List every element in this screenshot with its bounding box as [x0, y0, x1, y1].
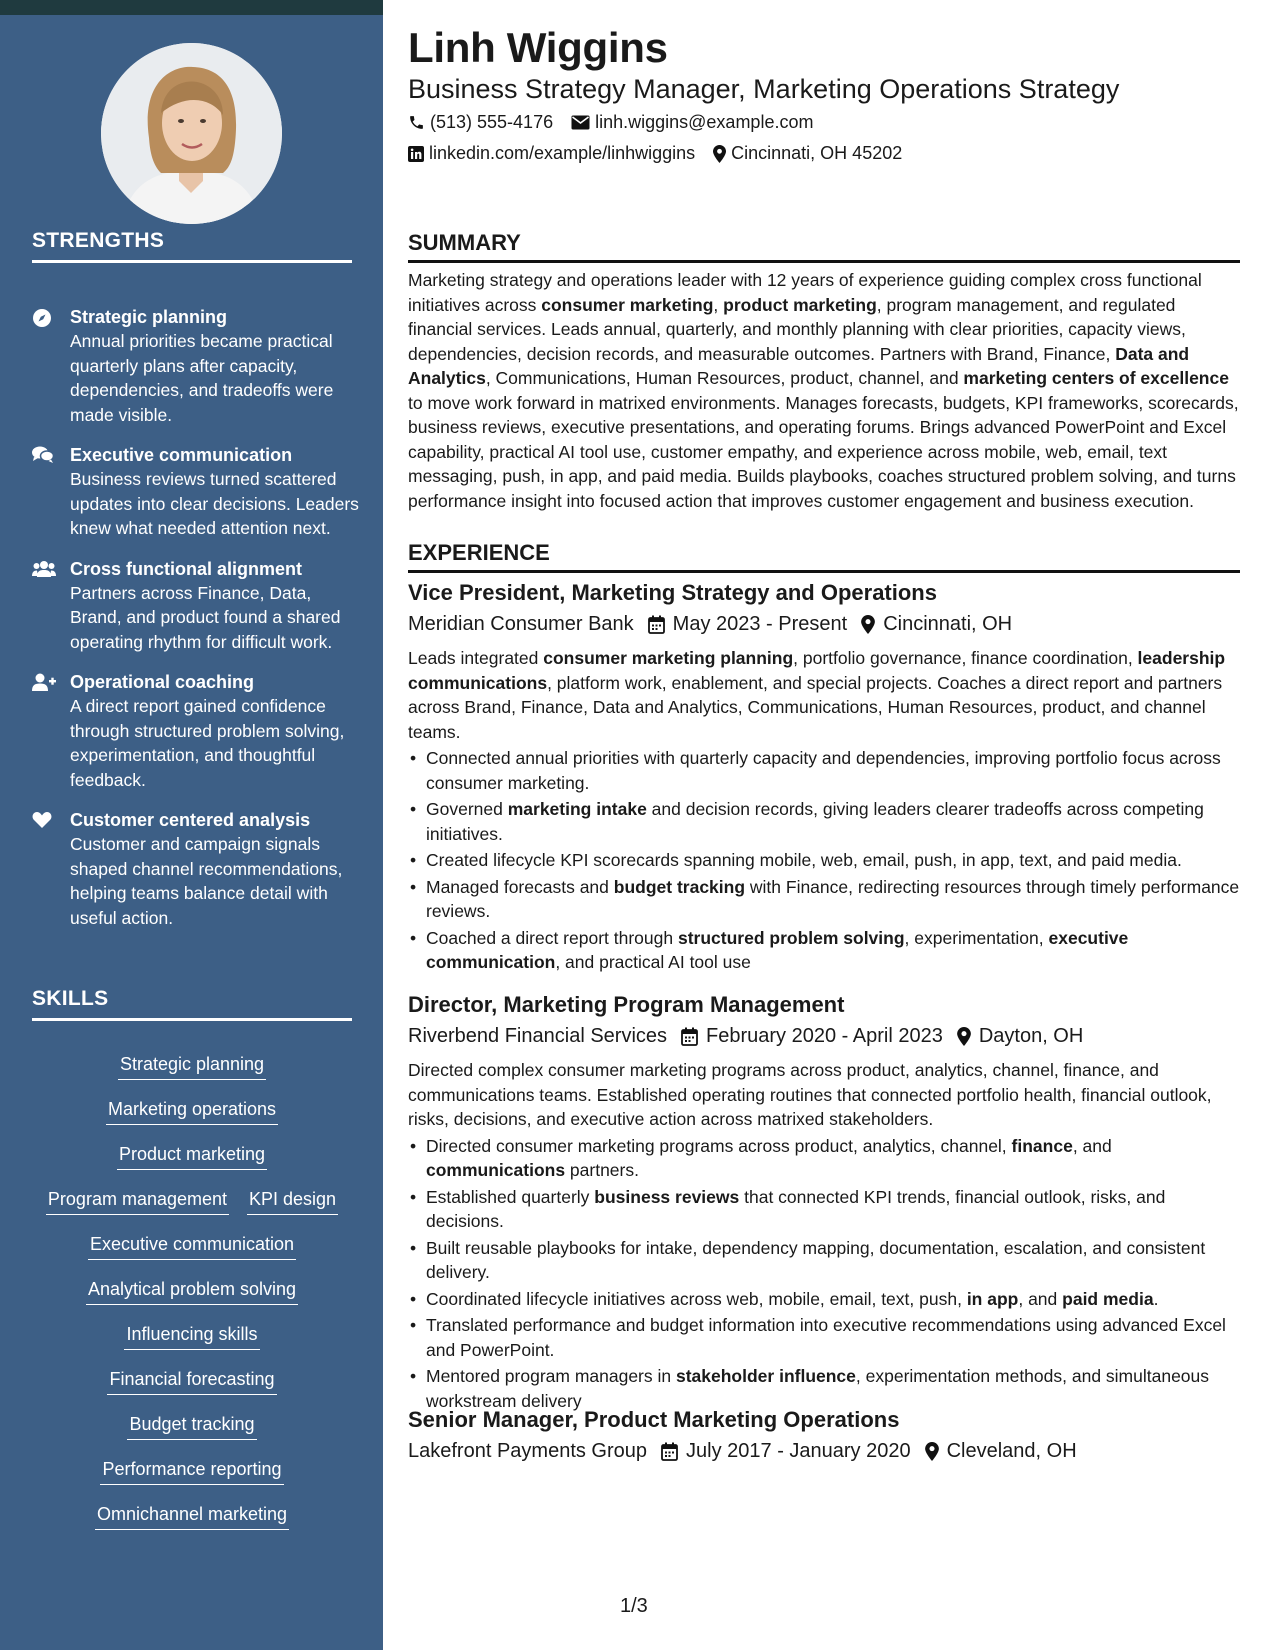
- map-pin-icon: [957, 1027, 971, 1046]
- phone-text: (513) 555-4176: [430, 112, 554, 132]
- job-entry: [408, 1405, 1240, 1473]
- location-contact: [713, 143, 902, 164]
- compass-icon: [32, 305, 70, 427]
- skill-tag: Omnichannel marketing: [95, 1501, 289, 1530]
- email-text: linh.wiggins@example.com: [595, 112, 814, 132]
- skill-tag: Performance reporting: [100, 1456, 283, 1485]
- candidate-name: Linh Wiggins: [408, 24, 668, 71]
- sidebar: [0, 15, 383, 1650]
- text-run: .: [1153, 1288, 1159, 1309]
- linkedin-contact[interactable]: [408, 143, 695, 164]
- strength-text: Annual priorities became practical quarterly plans after capacity, dependencies, and tradeoffs were made visible.: [70, 331, 334, 425]
- bold-text: consumer marketing planning: [543, 648, 794, 668]
- skill-tag: Financial forecasting: [107, 1366, 276, 1395]
- text-run: Leads integrated: [408, 648, 544, 668]
- skill-tag: Influencing skills: [124, 1321, 259, 1350]
- summary-text: [408, 268, 1240, 513]
- text-run: to move work forward in matrixed environments. Manages forecasts, budgets, KPI frameworks, scorecards, business reviews, executive presentations, and operating forums. Brings advanced PowerPoint and Excel capability, practical AI tool use, customer empathy, and experience across mobile, web, email, text messaging, push, in app, and paid media. Builds playbooks, coaches structured problem solving, and turns performance insight into focused action that improves customer engagement and business execution.: [408, 392, 1239, 511]
- text-run: Coached a direct report through: [426, 927, 678, 948]
- map-pin-icon: [925, 1442, 939, 1461]
- strength-item: [32, 808, 362, 930]
- location-text: Cincinnati, OH 45202: [731, 143, 903, 163]
- phone-contact[interactable]: [408, 112, 553, 133]
- job-title: Director, Marketing Program Management: [408, 992, 845, 1017]
- bullet-item: [408, 797, 1240, 846]
- text-run: Marketing strategy and operations leader with 12 years of experience guiding complex cross functional initiatives across: [408, 270, 1202, 315]
- strength-item: [32, 670, 362, 792]
- job-summary: [408, 646, 1240, 744]
- bullet-item: [408, 1287, 1240, 1312]
- bullet-item: [408, 1134, 1240, 1183]
- text-run: ,: [713, 294, 724, 315]
- strengths-list: [32, 305, 362, 946]
- job-company: Riverbend Financial Services: [408, 1025, 668, 1047]
- bullet-item: [408, 848, 1240, 873]
- job-bullets: [408, 1134, 1240, 1414]
- job-location: Dayton, OH: [957, 1020, 1083, 1052]
- sidebar-top-bar: [0, 0, 383, 15]
- phone-icon: [408, 114, 425, 131]
- job-dates: May 2023 - Present: [648, 608, 848, 640]
- job-entry: [408, 578, 1240, 977]
- job-summary: [408, 1058, 1240, 1132]
- chat-bubbles-icon: [32, 443, 70, 541]
- job-bullets: [408, 746, 1240, 975]
- bold-text: budget tracking: [613, 876, 746, 897]
- strength-text: A direct report gained confidence through structured problem solving, experimentation, and thoughtful feedback.: [70, 696, 345, 790]
- bold-text: paid media: [1062, 1288, 1154, 1309]
- email-contact[interactable]: [571, 112, 813, 133]
- strength-text: Customer and campaign signals shaped channel recommendations, helping teams balance detail with useful action.: [70, 834, 343, 928]
- strength-title: Customer centered analysis: [70, 810, 311, 830]
- skill-tag: Budget tracking: [127, 1411, 256, 1440]
- experience-heading: EXPERIENCE: [408, 540, 1240, 573]
- skill-tag: Executive communication: [88, 1231, 296, 1260]
- bullet-item: [408, 875, 1240, 924]
- summary-heading: SUMMARY: [408, 230, 1240, 263]
- map-pin-icon: [713, 145, 726, 163]
- calendar-icon: [661, 1442, 678, 1461]
- text-run: Translated performance and budget information into executive recommendations using advanced Excel and PowerPoint.: [426, 1315, 1226, 1360]
- strength-text: Business reviews turned scattered updates into clear decisions. Leaders knew what needed attention next.: [70, 469, 359, 538]
- text-run: , experimentation methods, and simultaneous workstream delivery: [426, 1366, 1210, 1411]
- skill-tag: Analytical problem solving: [86, 1276, 298, 1305]
- skill-tag: Strategic planning: [118, 1051, 266, 1080]
- job-meta: [408, 608, 1240, 640]
- strength-title: Operational coaching: [70, 672, 255, 692]
- bold-text: marketing centers of excellence: [963, 368, 1229, 388]
- users-icon: [32, 557, 70, 655]
- bold-text: marketing intake: [507, 799, 647, 819]
- text-run: Mentored program managers in: [426, 1366, 676, 1386]
- job-location: Cleveland, OH: [925, 1435, 1077, 1467]
- bold-text: Data and Analytics: [408, 343, 1190, 388]
- text-run: , Communications, Human Resources, product, channel, and: [485, 368, 964, 388]
- bold-text: consumer marketing: [541, 294, 714, 315]
- bold-text: finance: [1011, 1135, 1073, 1156]
- job-entry: [408, 990, 1240, 1415]
- bullet-item: [408, 1185, 1240, 1234]
- user-plus-icon: [32, 670, 70, 792]
- bullet-item: [408, 746, 1240, 795]
- text-run: Created lifecycle KPI scorecards spanning mobile, web, email, push, in app, text, and paid media.: [426, 850, 1182, 870]
- bold-text: stakeholder influence: [675, 1366, 856, 1386]
- skill-tag: Product marketing: [117, 1141, 267, 1170]
- text-run: and decision records, giving leaders clearer tradeoffs across competing initiatives.: [426, 799, 1204, 844]
- text-run: Built reusable playbooks for intake, dependency mapping, documentation, escalation, and consistent delivery.: [426, 1237, 1206, 1282]
- strengths-heading: STRENGTHS: [32, 229, 352, 263]
- skills-heading: SKILLS: [32, 987, 352, 1021]
- strength-title: Strategic planning: [70, 307, 228, 327]
- bold-text: communications: [426, 1160, 566, 1180]
- text-run: Directed consumer marketing programs across product, analytics, channel,: [426, 1135, 1012, 1156]
- text-run: , platform work, enablement, and special projects. Coaches a direct report and partners across Brand, Finance, Data and Analytics, Communications, Human Resources, product, and channel teams.: [408, 672, 1223, 742]
- strength-item: [32, 557, 362, 655]
- bold-text: product marketing: [723, 294, 877, 315]
- calendar-icon: [648, 615, 665, 634]
- candidate-headline: Business Strategy Manager, Marketing Operations Strategy: [408, 74, 1120, 104]
- bold-text: executive communication: [426, 927, 1129, 972]
- text-run: , and practical AI tool use: [555, 952, 751, 972]
- page-number: 1/3: [620, 1595, 648, 1617]
- skill-tag: Marketing operations: [106, 1096, 278, 1125]
- strength-title: Cross functional alignment: [70, 558, 303, 579]
- job-title: Senior Manager, Product Marketing Operations: [408, 1407, 900, 1432]
- envelope-icon: [571, 115, 590, 130]
- text-run: Managed forecasts and: [426, 876, 614, 897]
- bold-text: in app: [966, 1288, 1019, 1309]
- linkedin-icon: [408, 146, 424, 162]
- linkedin-text: linkedin.com/example/linhwiggins: [429, 143, 696, 163]
- bold-text: structured problem solving: [677, 927, 905, 948]
- job-meta: [408, 1435, 1240, 1467]
- contact-row-2: [408, 143, 920, 164]
- bold-text: business reviews: [594, 1186, 740, 1207]
- strength-text: Partners across Finance, Data, Brand, and product found a shared operating rhythm for difficult work.: [70, 582, 341, 652]
- job-company: Meridian Consumer Bank: [408, 613, 634, 635]
- calendar-icon: [681, 1027, 698, 1046]
- profile-photo: [101, 43, 282, 224]
- job-location: Cincinnati, OH: [861, 608, 1012, 640]
- text-run: Coordinated lifecycle initiatives across web, mobile, email, text, push,: [426, 1288, 967, 1309]
- text-run: Connected annual priorities with quarterly capacity and dependencies, improving portfolio focus across consumer marketing.: [426, 748, 1221, 793]
- text-run: , and: [1072, 1135, 1112, 1156]
- skill-tag: KPI design: [247, 1186, 338, 1215]
- job-meta: [408, 1020, 1240, 1052]
- text-run: that connected KPI trends, financial outlook, risks, and decisions.: [426, 1186, 1166, 1231]
- text-run: , experimentation,: [904, 927, 1049, 948]
- strength-title: Executive communication: [70, 445, 293, 465]
- job-title: Vice President, Marketing Strategy and Operations: [408, 580, 937, 605]
- skill-tag: Program management: [46, 1186, 229, 1215]
- text-run: partners.: [565, 1160, 639, 1180]
- map-pin-icon: [861, 615, 875, 634]
- heart-icon: [32, 808, 70, 930]
- text-run: , program management, and regulated financial services. Leads annual, quarterly, and monthly planning with clear priorities, capacity views, dependencies, decision records, and measurable outcomes. Partners with Brand, Finance,: [408, 294, 1186, 364]
- contact-row-1: [408, 112, 831, 133]
- bullet-item: [408, 1236, 1240, 1285]
- skills-list: [32, 1051, 352, 1546]
- bullet-item: [408, 1313, 1240, 1362]
- job-dates: February 2020 - April 2023: [681, 1020, 943, 1052]
- bullet-item: [408, 926, 1240, 975]
- text-run: Directed complex consumer marketing programs across product, analytics, channel, finance, and communications teams. Established operating routines that connected portfolio health, financial outlook, risks, decisions, and executive action across matrixed stakeholders.: [408, 1060, 1212, 1129]
- text-run: , portfolio governance, finance coordination,: [793, 648, 1138, 668]
- job-dates: July 2017 - January 2020: [661, 1435, 911, 1467]
- text-run: Established quarterly: [426, 1186, 595, 1207]
- bold-text: leadership communications: [408, 648, 1226, 693]
- text-run: , and: [1018, 1288, 1063, 1309]
- text-run: Governed: [426, 799, 508, 819]
- strength-item: [32, 305, 362, 427]
- strength-item: [32, 443, 362, 541]
- job-company: Lakefront Payments Group: [408, 1440, 648, 1462]
- text-run: with Finance, redirecting resources through timely performance reviews.: [426, 876, 1240, 921]
